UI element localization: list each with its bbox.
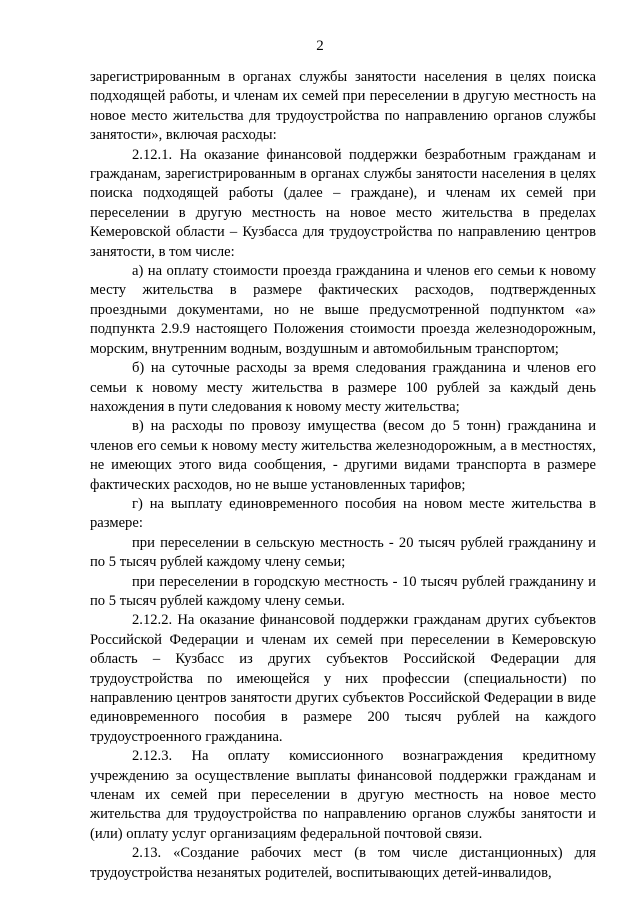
paragraph-continuation: зарегистрированным в органах службы занятости населения в целях поиска подходящей работы, и членам их семей при переселении в другую местность на новое место жительства для трудоустройства по направлению органов службы занятости», включая расходы: [90,69,596,144]
paragraph-2-13: 2.13. «Создание рабочих мест (в том числе дистанционных) для трудоустройства незанятых родителей, воспитывающих детей-инвалидов, [90,845,596,881]
paragraph-item-v: в) на расходы по провозу имущества (весом до 5 тонн) гражданина и членов его семьи к новому месту жительства железнодорожным, а в местностях, не имеющих этого вида сообщения, - другими видами транспорта в размере фактических расходов, но не выше установленных тарифов; [90,418,596,493]
page-number: 2 [316,38,324,54]
paragraph-rural-relocation: при переселении в сельскую местность - 20 тысяч рублей гражданину и по 5 тысяч рублей каждому члену семьи; [90,534,596,571]
paragraph-2-12-2: 2.12.2. На оказание финансовой поддержки гражданам других субъектов Российской Федерации и членам их семей при переселении в Кемеровскую область – Кузбасс из других субъектов Российской Федерации для трудоустройства по имеющейся у них профессии (специальности) по направлению центров занятости других субъектов Российской Федерации в виде единовременного пособия в размере 200 тысяч рублей на каждого трудоустроенного гражданина. [90,612,596,745]
paragraph-2-12-1: 2.12.1. На оказание финансовой поддержки безработным гражданам и гражданам, зарегистрированным в органах службы занятости населения в целях поиска подходящей работы (далее – граждане), и членам их семей при переселении в другую местность на новое место жительства в пределах Кемеровской области – Кузбасса для трудоустройства по направлению центров занятости, в том числе: [90,146,596,260]
paragraph-2-12-3: 2.12.3. На оплату комиссионного вознаграждения кредитному учреждению за осуществление выплаты финансовой поддержки гражданам и членам их семей при переселении в другую местность на новое место жительства для трудоустройства по направлению органов службы занятости и (или) оплату услуг организациям федеральной почтовой связи. [90,748,596,842]
paragraph-item-b: б) на суточные расходы за время следования гражданина и членов его семьи к новому месту жительства в размере 100 рублей за каждый день нахождения в пути следования к новому месту жительства; [90,360,596,415]
paragraph-item-g: г) на выплату единовременного пособия на новом месте жительства в размере: [90,495,596,532]
document-body [90,68,596,883]
paragraph-urban-relocation: при переселении в городскую местность - 10 тысяч рублей гражданину и по 5 тысяч рублей каждому члену семьи. [90,573,596,609]
paragraph-item-a: а) на оплату стоимости проезда гражданина и членов его семьи к новому месту жительства в размере фактических расходов, подтвержденных проездными документами, но не выше предусмотренной подпунктом «а» подпункта 2.9.9 настоящего Положения стоимости проезда железнодорожным, морским, внутренним водным, воздушным и автомобильным транспортом; [90,263,596,357]
